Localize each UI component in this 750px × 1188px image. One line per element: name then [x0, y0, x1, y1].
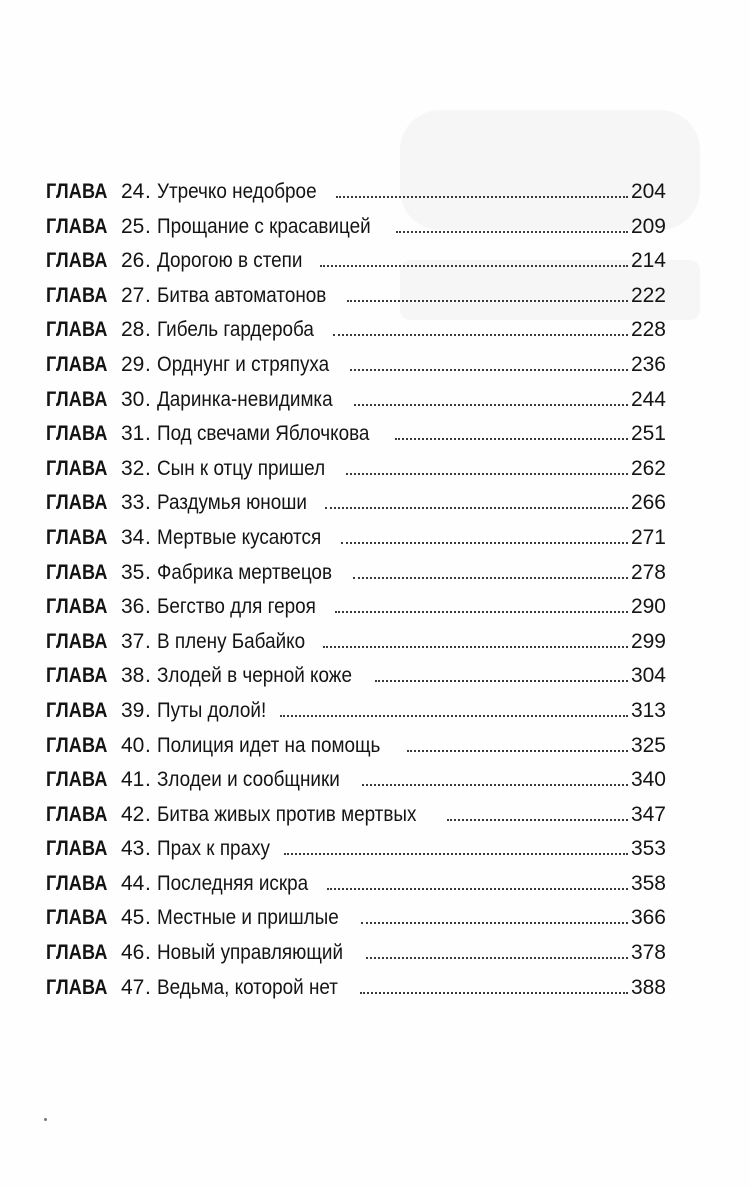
chapter-number: 44: [121, 871, 145, 895]
page-number: 340: [630, 768, 666, 792]
chapter-title: Прах к праху: [156, 837, 270, 861]
chapter-number-period: .: [145, 871, 151, 895]
chapter-label: ГЛАВА: [46, 318, 108, 342]
chapter-title: Новый управляющий: [156, 941, 343, 965]
page-number: 222: [630, 283, 666, 307]
chapter-number-period: .: [145, 318, 151, 342]
dot-leader: [327, 888, 628, 890]
chapter-number-period: .: [145, 802, 151, 826]
chapter-title: Гибель гардероба: [156, 318, 314, 342]
toc-entry: [46, 422, 666, 457]
dot-leader: [336, 196, 628, 198]
chapter-title: Бегство для героя: [156, 595, 316, 619]
page-number: 304: [630, 664, 666, 688]
dot-leader: [396, 231, 628, 233]
dot-leader: [346, 473, 628, 475]
toc-entry: [46, 699, 666, 734]
page-number: 366: [630, 906, 666, 930]
chapter-title: Битва живых против мертвых: [156, 802, 417, 826]
chapter-label: ГЛАВА: [46, 283, 108, 307]
toc-entry: [46, 595, 666, 630]
chapter-number-period: .: [145, 595, 151, 619]
toc-entry: [46, 180, 666, 215]
chapter-number: 39: [121, 698, 145, 722]
toc-entry: [46, 803, 666, 838]
page-number: 236: [630, 352, 666, 376]
chapter-label: ГЛАВА: [46, 249, 108, 273]
chapter-number-period: .: [145, 491, 151, 515]
chapter-number-period: .: [145, 352, 151, 376]
dot-leader: [362, 784, 628, 786]
chapter-number: 36: [121, 595, 145, 619]
chapter-number-period: .: [145, 525, 151, 549]
chapter-number: 32: [121, 456, 145, 480]
chapter-label: ГЛАВА: [46, 214, 108, 238]
dot-leader: [347, 300, 628, 302]
dot-leader: [360, 992, 628, 994]
toc-entry: [46, 284, 666, 319]
chapter-number: 43: [121, 837, 145, 861]
toc-entry: [46, 906, 666, 941]
toc-entry: [46, 872, 666, 907]
chapter-number: 27: [121, 283, 145, 307]
chapter-number: 37: [121, 629, 145, 653]
chapter-label: ГЛАВА: [46, 456, 108, 480]
toc-entry: [46, 768, 666, 803]
chapter-label: ГЛАВА: [46, 871, 108, 895]
chapter-number: 30: [121, 387, 145, 411]
chapter-title: Местные и пришлые: [156, 906, 339, 930]
dot-leader: [323, 646, 628, 648]
page-number: 299: [630, 629, 666, 653]
dot-leader: [447, 819, 628, 821]
chapter-title: Полиция идет на помощь: [156, 733, 381, 757]
chapter-label: ГЛАВА: [46, 768, 108, 792]
chapter-title: Злодей в черной коже: [156, 664, 352, 688]
chapter-label: ГЛАВА: [46, 664, 108, 688]
chapter-title: Даринка-невидимка: [156, 387, 333, 411]
chapter-label: ГЛАВА: [46, 698, 108, 722]
chapter-number-period: .: [145, 906, 151, 930]
toc-entry: [46, 941, 666, 976]
chapter-label: ГЛАВА: [46, 975, 108, 999]
chapter-title: Утречко недоброе: [156, 180, 317, 203]
page-number: 290: [630, 595, 666, 619]
chapter-number: 25: [121, 214, 145, 238]
chapter-title: Злодеи и сообщники: [156, 768, 340, 792]
chapter-number: 41: [121, 768, 145, 792]
page-number: 228: [630, 318, 666, 342]
table-of-contents: [46, 180, 666, 1010]
page-number: 214: [630, 249, 666, 273]
chapter-number: 34: [121, 525, 145, 549]
page-number: 347: [630, 802, 666, 826]
page-number: 271: [630, 525, 666, 549]
chapter-title: Ведьма, которой нет: [156, 975, 338, 999]
page-number: 266: [630, 491, 666, 515]
chapter-number-period: .: [145, 837, 151, 861]
chapter-title: Орднунг и стряпуха: [156, 352, 330, 376]
chapter-number-period: .: [145, 975, 151, 999]
toc-entry: [46, 734, 666, 769]
chapter-number-period: .: [145, 698, 151, 722]
chapter-label: ГЛАВА: [46, 629, 108, 653]
chapter-title: Фабрика мертвецов: [156, 560, 332, 584]
toc-entry: [46, 249, 666, 284]
chapter-number-period: .: [145, 214, 151, 238]
dot-leader: [341, 542, 628, 544]
toc-entry: [46, 353, 666, 388]
toc-entry: [46, 318, 666, 353]
chapter-title: Раздумья юноши: [156, 491, 307, 515]
page-number: 353: [630, 837, 666, 861]
chapter-number: 47: [121, 975, 145, 999]
chapter-label: ГЛАВА: [46, 352, 108, 376]
chapter-number-period: .: [145, 629, 151, 653]
dot-leader: [354, 404, 628, 406]
toc-entry: [46, 630, 666, 665]
chapter-label: ГЛАВА: [46, 802, 108, 826]
page-number: 378: [630, 941, 666, 965]
chapter-number: 42: [121, 802, 145, 826]
chapter-label: ГЛАВА: [46, 595, 108, 619]
chapter-title: Под свечами Яблочкова: [156, 422, 370, 446]
chapter-label: ГЛАВА: [46, 422, 108, 446]
chapter-label: ГЛАВА: [46, 387, 108, 411]
chapter-number: 35: [121, 560, 145, 584]
chapter-number: 40: [121, 733, 145, 757]
page-number: 388: [630, 975, 666, 999]
toc-entry: [46, 457, 666, 492]
chapter-number-period: .: [145, 180, 151, 203]
toc-entry: [46, 215, 666, 250]
chapter-number: 45: [121, 906, 145, 930]
chapter-number-period: .: [145, 249, 151, 273]
toc-entry: [46, 837, 666, 872]
dot-leader: [325, 507, 628, 509]
dot-leader: [335, 611, 628, 613]
chapter-number: 28: [121, 318, 145, 342]
dot-leader: [407, 750, 628, 752]
chapter-number: 33: [121, 491, 145, 515]
page-number: 325: [630, 733, 666, 757]
dot-leader: [366, 957, 628, 959]
toc-entry: [46, 561, 666, 596]
chapter-number: 38: [121, 664, 145, 688]
chapter-number-period: .: [145, 387, 151, 411]
chapter-label: ГЛАВА: [46, 560, 108, 584]
dot-leader: [333, 334, 628, 336]
toc-entry: [46, 664, 666, 699]
page-number: 313: [630, 698, 666, 722]
chapter-number: 29: [121, 352, 145, 376]
chapter-title: Последняя искра: [156, 871, 309, 895]
chapter-title: Прощание с красавицей: [156, 214, 371, 238]
chapter-number-period: .: [145, 664, 151, 688]
page-number: 251: [630, 422, 666, 446]
chapter-label: ГЛАВА: [46, 733, 108, 757]
chapter-number-period: .: [145, 560, 151, 584]
dot-leader: [375, 680, 628, 682]
page-number: 209: [630, 214, 666, 238]
paper-speck: [44, 1118, 47, 1121]
chapter-title: Дорогою в степи: [156, 249, 303, 273]
chapter-title: Битва автоматонов: [156, 283, 327, 307]
page-number: 358: [630, 871, 666, 895]
chapter-number-period: .: [145, 733, 151, 757]
chapter-number: 26: [121, 249, 145, 273]
chapter-number-period: .: [145, 456, 151, 480]
toc-entry: [46, 491, 666, 526]
toc-entry: [46, 976, 666, 1011]
dot-leader: [395, 438, 628, 440]
chapter-number-period: .: [145, 283, 151, 307]
chapter-title: В плену Бабайко: [156, 629, 305, 653]
dot-leader: [361, 922, 628, 924]
dot-leader: [284, 853, 628, 855]
chapter-number-period: .: [145, 768, 151, 792]
toc-entry: [46, 388, 666, 423]
chapter-label: ГЛАВА: [46, 941, 108, 965]
dot-leader: [350, 369, 628, 371]
toc-entry: [46, 526, 666, 561]
chapter-label: ГЛАВА: [46, 525, 108, 549]
chapter-label: ГЛАВА: [46, 906, 108, 930]
chapter-title: Сын к отцу пришел: [156, 456, 325, 480]
chapter-number-period: .: [145, 941, 151, 965]
chapter-label: ГЛАВА: [46, 837, 108, 861]
page-number: 244: [630, 387, 666, 411]
chapter-title: Мертвые кусаются: [156, 525, 322, 549]
chapter-label: ГЛАВА: [46, 180, 108, 203]
chapter-title: Путы долой!: [156, 698, 267, 722]
chapter-number: 24: [121, 180, 145, 203]
page-number: 262: [630, 456, 666, 480]
page-number: 278: [630, 560, 666, 584]
dot-leader: [353, 577, 628, 579]
chapter-label: ГЛАВА: [46, 491, 108, 515]
dot-leader: [280, 715, 628, 717]
dot-leader: [320, 265, 628, 267]
page-number: 204: [630, 180, 666, 203]
chapter-number: 31: [121, 422, 145, 446]
chapter-number-period: .: [145, 422, 151, 446]
chapter-number: 46: [121, 941, 145, 965]
